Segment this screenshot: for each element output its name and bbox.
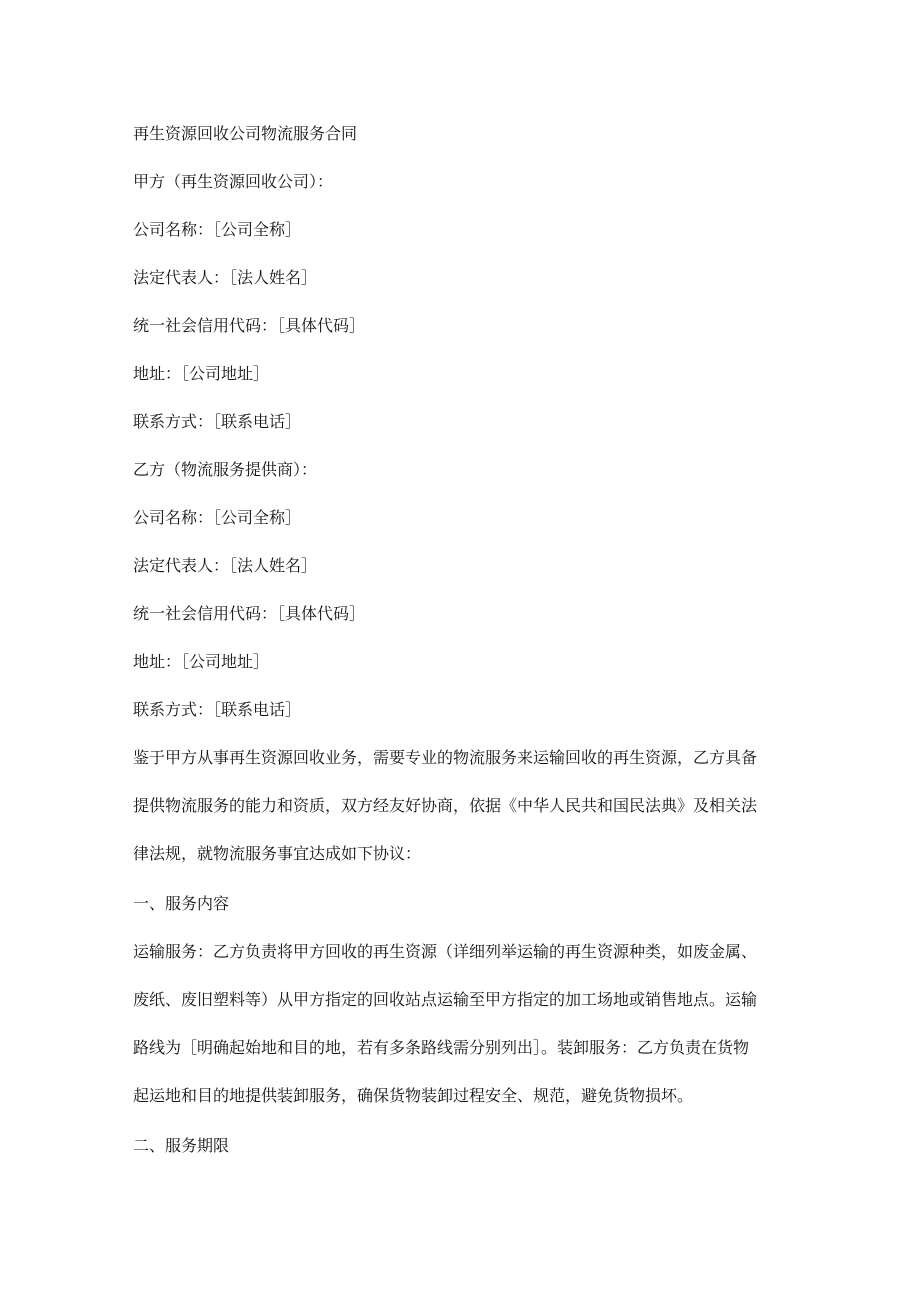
preamble-line: 提供物流服务的能力和资质，双方经友好协商，依据《中华人民共和国民法典》及相关法 bbox=[133, 796, 758, 815]
party-a-contact: 联系方式：［联系电话］ bbox=[133, 412, 302, 431]
section-1-line: 运输服务：乙方负责将甲方回收的再生资源（详细列举运输的再生资源种类，如废金属、 bbox=[133, 942, 758, 961]
section-2-heading: 二、服务期限 bbox=[133, 1136, 230, 1155]
party-a-address: 地址：［公司地址］ bbox=[133, 364, 270, 383]
section-1-heading: 一、服务内容 bbox=[133, 894, 230, 913]
section-1-line: 废纸、废旧塑料等）从甲方指定的回收站点运输至甲方指定的加工场地或销售地点。运输 bbox=[133, 990, 758, 1009]
section-1-line: 起运地和目的地提供装卸服务，确保货物装卸过程安全、规范，避免货物损坏。 bbox=[133, 1086, 694, 1105]
document-title: 再生资源回收公司物流服务合同 bbox=[133, 124, 358, 143]
preamble-line: 鉴于甲方从事再生资源回收业务，需要专业的物流服务来运输回收的再生资源，乙方具备 bbox=[133, 748, 758, 767]
party-a-legal-rep: 法定代表人：［法人姓名］ bbox=[133, 268, 318, 287]
preamble-line: 律法规，就物流服务事宜达成如下协议： bbox=[133, 844, 422, 863]
section-1-body bbox=[133, 933, 793, 1125]
party-b-contact: 联系方式：［联系电话］ bbox=[133, 700, 302, 719]
section-1-line: 路线为［明确起始地和目的地，若有多条路线需分别列出］。装卸服务：乙方负责在货物 bbox=[133, 1038, 750, 1057]
party-b-heading: 乙方（物流服务提供商）： bbox=[133, 460, 318, 479]
party-b-credit-code: 统一社会信用代码：［具体代码］ bbox=[133, 604, 366, 623]
party-b-address: 地址：［公司地址］ bbox=[133, 652, 270, 671]
contract-document bbox=[133, 115, 793, 1175]
party-b-company-name: 公司名称：［公司全称］ bbox=[133, 508, 302, 527]
party-b-legal-rep: 法定代表人：［法人姓名］ bbox=[133, 556, 318, 575]
party-a-company-name: 公司名称：［公司全称］ bbox=[133, 220, 302, 239]
party-a-credit-code: 统一社会信用代码：［具体代码］ bbox=[133, 316, 366, 335]
party-a-heading: 甲方（再生资源回收公司）： bbox=[133, 172, 334, 191]
preamble-paragraph bbox=[133, 739, 793, 883]
